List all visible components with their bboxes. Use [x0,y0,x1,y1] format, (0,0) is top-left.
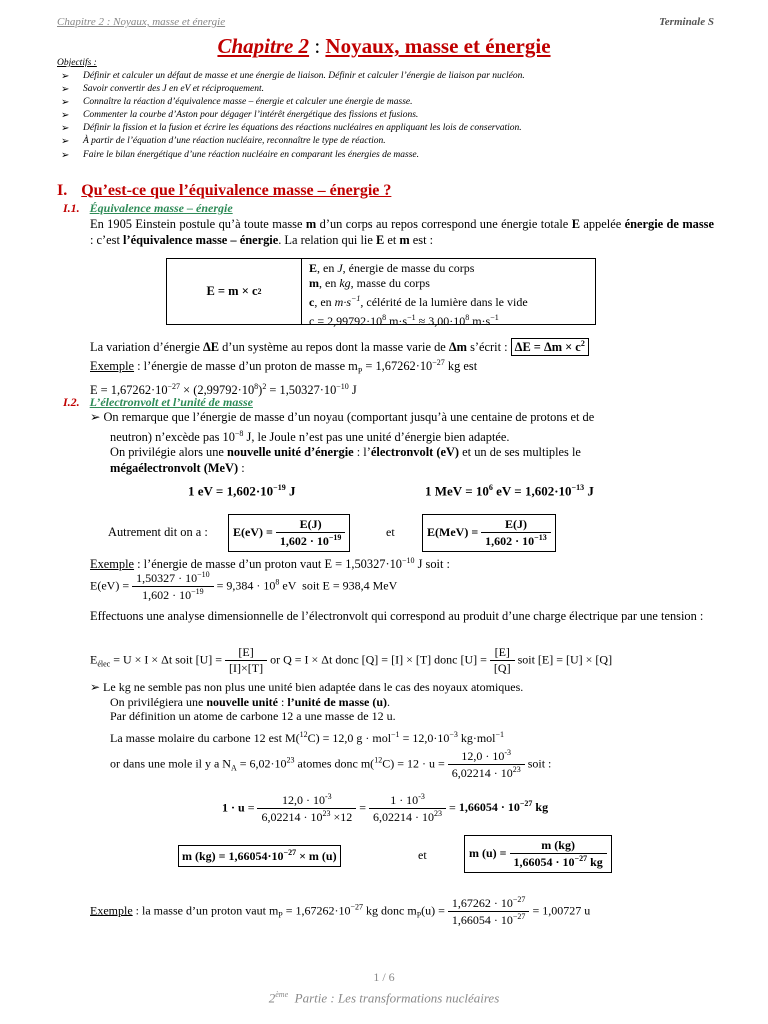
sub-1-1-title: Équivalence masse – énergie [89,201,233,215]
paragraph-einstein: En 1905 Einstein postule qu’à toute masse m d’un corps au repos correspond une énergie totale E appelée énergie de masse : c’est l’équivalence masse – énergie. La relation qui lie E et m est : [90,217,715,247]
sub-1-2-num: I.2. [63,395,80,409]
mass-u-box: m (u) = $\frac{m (kg)}{1,66054 \cdot 10^{-27} kg}$ [464,835,612,873]
footer-part [0,990,768,1006]
et-label-2: et [418,848,427,862]
objective-item: ➢ Savoir convertir des J en eV et réciproquement. [57,83,717,96]
equation-cell: E = m × c 2 [167,259,302,324]
paragraph-ev: ➢ On remarque que l’énergie de masse d’un noyau (comportant jusqu’à une centaine de protons et de neutron) n’excède pas $10^{-8}$ J, le Joule n’est pas une unité d’énergie bien adaptée. On privilégie alors une nouvelle unité d’énergie : l’électronvolt (eV) et un de ses multiples le mégaélectronvolt (MeV) : [90,410,595,475]
mass-kg-box: m $(kg) = 1,66054\cdot 10^{-27} \times m$ (u) [178,845,341,867]
footer-part-text: Partie : Les transformations nucléaires [294,990,500,1006]
mev-definition: 1 MeV = $10^6$ eV = $1,602\cdot 10^{-13}$ J [425,483,594,499]
header-chapter: Chapitre 2 : Noyaux, masse et énergie [57,16,226,28]
subsection-1-1 [63,201,233,216]
objectives-list [57,70,717,162]
dimension-equations: $E_{élec} = U \times I \times \Delta t$ soit [U] = $\frac{[E]}{[I]\times[T]}$ or Q = I × Δt donc [Q] = [I] × [T] donc [U] = $\frac{[E]}{[Q]}$ soit [E] = [U] × [Q] [90,645,613,675]
paragraph-mass-unit: ➢ Le kg ne semble pas non plus une unité bien adaptée dans le cas des noyaux atomiques. On privilégiera une nouvelle unité : l’unité de masse (u). Par définition un atome de carbone 12 a une masse de 12 u. La masse molaire du carbone 12 est M($^{12}$C) = 12,0 $g \cdot mol^{-1} = 12,0\cdot 10^{-3}$ kg·mol$^{-1}$ [90,680,524,745]
footer-part-prefix: 2 [268,990,276,1006]
mass-energy-table [166,258,596,328]
proton-ev-calc: E(eV) = $\frac{1,50327 \cdot 10^{-10}}{1,602 \cdot 10^{-19}}$ = $9,384 \cdot 10^8$ eV soit E = 938,4 MeV [90,570,398,602]
mev-conversion-box: E(MeV) = $\frac{E(J)}{1,602 \cdot 10^{-13}}$ [422,514,556,552]
title-chapter: Chapitre 2 [217,34,310,58]
objective-item: ➢ Faire le bilan énergétique d’une réaction nucléaire en comparant les énergies de masse. [57,149,717,162]
ev-definition: 1 eV = $1,602\cdot 10^{-19}$ J [188,483,296,499]
footer-part-sup: ème [275,990,289,999]
example-proton-ev: Exemple : l’énergie de masse d’un proton vaut $E = 1,50327\cdot 10^{-10}$ J soit : [90,556,450,572]
subsection-1-2 [63,395,253,410]
section-1-title: Qu’est-ce que l’équivalence masse – énergie ? [81,182,392,199]
autrement-label: Autrement dit on a : [108,525,208,539]
objective-item: ➢ Connaître la réaction d’équivalence masse – énergie et calculer une énergie de masse. [57,96,717,109]
sub-1-1-num: I.1. [63,201,80,215]
u-definition-equation: 1 · u = $\frac{12,0 \cdot 10^{-3}}{6,02214 \cdot 10^{23} \times 12}$ = $\frac{1 \cdot 10^{-3}}{6,02214 \cdot 10^{23}}$ = $1,66054 \cdot 10^{-27}$ kg [222,792,549,824]
section-1-heading [57,182,391,200]
objective-item: ➢ Commenter la courbe d’Aston pour dégager l’intérêt énergétique des fissions et fusions. [57,109,717,122]
objective-item: ➢ À partir de l’équation d’une réaction nucléaire, reconnaître le type de réaction. [57,135,717,148]
paragraph-dimension: Effectuons une analyse dimensionnelle de l’électronvolt qui correspond au produit d’une charge électrique par une tension : [90,609,704,623]
example-proton-u: Exemple : la masse d’un proton vaut $m_P = 1,67262\cdot 10^{-27}$ kg donc $m_P(u)$ = $\frac{1,67262 \cdot 10^{-27}}{1,66054 \cdot 10^{-27}}$ = 1,00727 u [90,895,591,927]
mole-equation: or dans une mole il y a $N_A = 6,02\cdot 10^{23}$ atomes donc m($^{12}$C) = 12 · u = $\frac{12,0 \cdot 10^{-3}}{6,02214 \cdot 10^{23}}$ soit : [110,748,552,780]
title-colon: : [309,34,326,58]
section-1-num: I. [57,182,68,199]
header-level: Terminale S [659,16,714,28]
page-number: 1 / 6 [373,970,395,984]
objectives-label: Objectifs : [57,58,97,68]
sub-1-2-title: L’électronvolt et l’unité de masse [89,395,253,409]
title-text: Noyaux, masse et énergie [325,34,551,58]
paragraph-variation: La variation d’énergie ΔE d’un système au repos dont la masse varie de Δm s’écrit : $\Delta E = \Delta m \times c^2$ Exemple : l’énergie de masse d’un proton de masse $m_P = 1,67262\cdot 10^{-27}$ kg est $E = 1,67262\cdot 10^{-27} \times (2,99792\cdot 10^8)^2 = 1,50327\cdot 10^{-10}$ J [90,336,714,398]
page-title [0,34,768,59]
et-label-1: et [386,525,395,539]
definition-cell: E, en J, énergie de masse du corps m, en kg, masse du corps c, en $m\cdot s^{-1}$, célérité de la lumière dans le vide $c = 2,99792\cdot 10^8$ $m\cdot s^{-1} \approx 3,00\cdot 10^8$ $m\cdot s^{-1}$ [309,261,528,328]
objective-item: ➢ Définir la fission et la fusion et écrire les équations des réactions nucléaires en appliquant les lois de conservation. [57,122,717,135]
ev-conversion-box: E(eV) = $\frac{E(J)}{1,602 \cdot 10^{-19}}$ [228,514,350,552]
objective-item: ➢ Définir et calculer un défaut de masse et une énergie de liaison. Définir et calculer l’énergie de liaison par nucléon. [57,70,717,83]
